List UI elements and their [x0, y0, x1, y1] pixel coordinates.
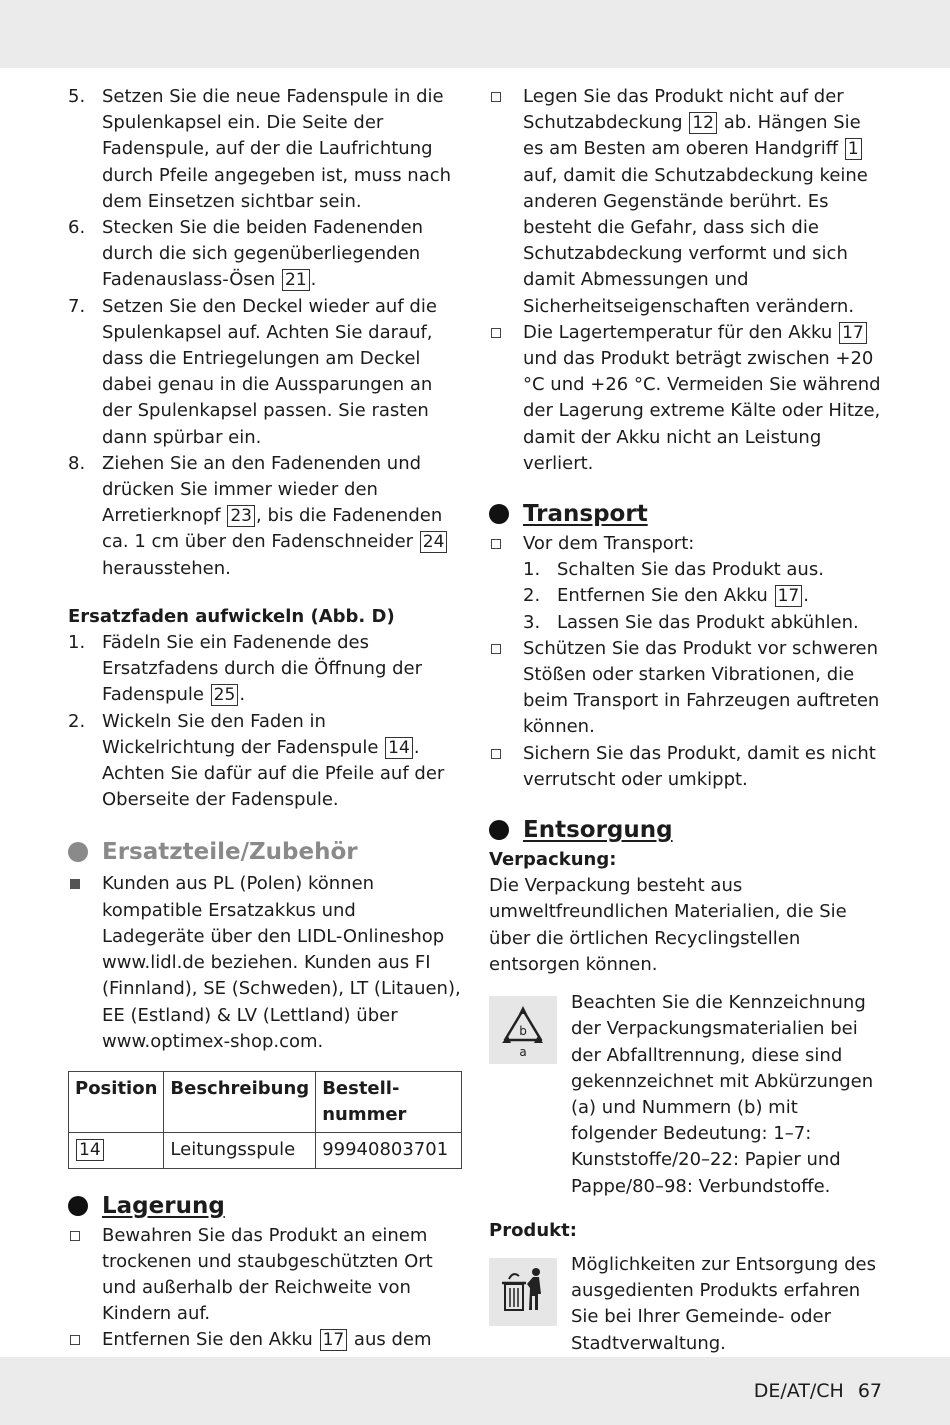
right-column: [489, 84, 884, 1357]
product-label: Produkt:: [489, 1219, 577, 1241]
recycling-icon: [489, 996, 557, 1064]
list-item: 3. Lassen Sie das Produkt abkühlen.: [523, 611, 859, 633]
parts-table: [68, 1071, 462, 1169]
checkbox-bullet-icon: [70, 1335, 80, 1345]
transport-list: [489, 531, 884, 793]
table-cell: 99940803701: [316, 1133, 462, 1168]
part-ref: 17: [775, 585, 803, 607]
list-item: 2. Entfernen Sie den Akku 17 .: [523, 585, 809, 607]
checkbox-bullet-icon: [491, 92, 501, 102]
part-ref: 14: [76, 1139, 104, 1161]
list-item: 5. Setzen Sie die neue Fadenspule in die Spulenkapsel ein. Die Seite der Fadenspule, auf der die Laufrichtung durch Pfeile angegeben ist, muss nach dem Einsetzen sichtbar sein.: [68, 86, 452, 212]
recycling-code-a: a: [519, 1045, 527, 1060]
bullet-dot-icon: [68, 842, 88, 862]
checkbox-bullet-icon: [491, 644, 501, 654]
packaging-label: Verpackung:: [489, 849, 617, 871]
rewind-heading: Ersatzfaden aufwickeln (Abb. D): [68, 605, 395, 627]
checkbox-bullet-icon: [491, 328, 501, 338]
disposal-heading: Entsorgung: [489, 815, 884, 845]
checkbox-bullet-icon: [491, 749, 501, 759]
top-band: [0, 0, 950, 68]
bullet-dot-icon: [68, 1196, 88, 1216]
list-item: Die Lagertemperatur für den Akku 17 und das Produkt beträgt zwischen +20 °C und +26 °C. Vermeiden Sie während der Lagerung extreme Kälte oder Hitze, damit der Akku nicht an Leistung verliert.: [489, 320, 884, 477]
list-item: 7. Setzen Sie den Deckel wieder auf die Spulenkapsel auf. Achten Sie darauf, dass die Entriegelungen am Deckel dabei genau in die Aussparungen an der Spulenkapsel passen. Sie rasten dann spürbar ein.: [68, 295, 437, 448]
left-column: [68, 84, 463, 1406]
product-disposal-note: Möglichkeiten zur Entsorgung des ausgedienten Produkts erfahren Sie bei Ihrer Gemeinde- oder Stadtverwaltung.: [489, 1252, 884, 1357]
table-header-row: [69, 1071, 462, 1132]
part-ref: 21: [282, 269, 310, 291]
list-item: 1. Schalten Sie das Produkt aus.: [523, 559, 824, 581]
part-ref: 24: [420, 531, 448, 553]
list-item: Legen Sie das Produkt nicht auf der Schutzabdeckung 12 ab. Hängen Sie es am Besten am oberen Handgriff 1 auf, damit die Schutzabdeckung keine anderen Gegenstände berührt. Es besteht die Gefahr, dass sich die Schutzabdeckung verformt und sich damit Abmessungen und Sicherheitseigenschaften verändern.: [489, 84, 884, 320]
part-ref: 17: [320, 1329, 348, 1351]
column-header: Bestell-nummer: [316, 1071, 462, 1132]
recycling-icon: [489, 996, 557, 1064]
list-item: Schützen Sie das Produkt vor schweren Stößen oder starken Vibrationen, die beim Transport in Fahrzeugen auftreten können.: [489, 636, 884, 741]
storage-heading: Lagerung: [68, 1191, 463, 1221]
list-item: 6. Stecken Sie die beiden Fadenenden durch die sich gegenüberliegenden Fadenauslass-Ösen 21 .: [68, 217, 424, 291]
table-row: [69, 1133, 462, 1168]
square-bullet-icon: [70, 879, 80, 889]
packaging-text: Die Verpackung besteht aus umweltfreundlichen Materialien, die Sie über die örtlichen Recyclingstellen entsorgen können.: [489, 875, 847, 975]
list-item: Kunden aus PL (Polen) können kompatible Ersatzakkus und Ladegeräte über den LIDL-Onlineshop www.lidl.de beziehen. Kunden aus FI (Finnland), SE (Schweden), LT (Litauen), EE (Estland) & LV (Lettland) über www.optimex-shop.com.: [68, 871, 463, 1054]
part-ref: 14: [385, 737, 413, 759]
storage-list-continued: [489, 84, 884, 477]
trash-bin-icon: [489, 1258, 557, 1326]
table-cell: Leitungsspule: [164, 1133, 316, 1168]
steps-list: [68, 84, 463, 582]
list-item: Vor dem Transport: 1. Schalten Sie das Produkt aus. 2. Entfernen Sie den Akku 17 . 3. Lassen Sie das Produkt abkühlen.: [489, 531, 884, 636]
spares-list: [68, 871, 463, 1054]
trash-bin-icon: [489, 1258, 557, 1326]
table-cell: [69, 1133, 164, 1168]
list-item: Entfernen Sie den Akku 17 aus dem: [68, 1327, 463, 1406]
list-item: 1. Fädeln Sie ein Fadenende des Ersatzfadens durch die Öffnung der Fadenspule 25 .: [68, 632, 422, 706]
page-number: 67: [857, 1380, 882, 1402]
spares-heading: Ersatzteile/Zubehör: [68, 837, 463, 867]
column-header: Beschreibung: [164, 1071, 316, 1132]
bullet-dot-icon: [489, 504, 509, 524]
list-item: Sichern Sie das Produkt, damit es nicht verrutscht oder umkippt.: [489, 741, 884, 793]
list-item: 2. Wickeln Sie den Faden in Wickelrichtung der Fadenspule 14 . Achten Sie dafür auf die Pfeile auf der Oberseite der Fadenspule.: [68, 710, 445, 811]
part-ref: 25: [211, 684, 239, 706]
checkbox-bullet-icon: [70, 1231, 80, 1241]
transport-steps: [523, 557, 884, 636]
region-label: DE/AT/CH: [753, 1380, 844, 1402]
recycling-code-b: b: [519, 1024, 527, 1039]
rewind-steps: [68, 630, 463, 813]
part-ref: 23: [227, 505, 255, 527]
page-footer: [754, 1378, 882, 1404]
part-ref: 1: [845, 138, 862, 160]
column-header: Position: [69, 1071, 164, 1132]
recycling-note: b a Beachten Sie die Kennzeichnung der Verpackungsmaterialien bei der Abfalltrennung, diese sind gekennzeichnet mit Abkürzungen (a) und Nummern (b) mit folgender Bedeutung: 1–7: Kunststoffe/20–22: Papier und Pappe/80–98: Verbundstoffe.: [489, 990, 884, 1200]
checkbox-bullet-icon: [491, 539, 501, 549]
part-ref: 12: [689, 112, 717, 134]
part-ref: 17: [839, 322, 867, 344]
bullet-dot-icon: [489, 820, 509, 840]
list-item: Bewahren Sie das Produkt an einem trockenen und staubgeschützten Ort und außerhalb der Reichweite von Kindern auf.: [68, 1223, 463, 1328]
list-item: 8. Ziehen Sie an den Fadenenden und drücken Sie immer wieder den Arretierknopf 23 , bis die Fadenenden ca. 1 cm über den Fadenschneider 24 herausstehen.: [68, 451, 463, 582]
transport-heading: Transport: [489, 499, 884, 529]
